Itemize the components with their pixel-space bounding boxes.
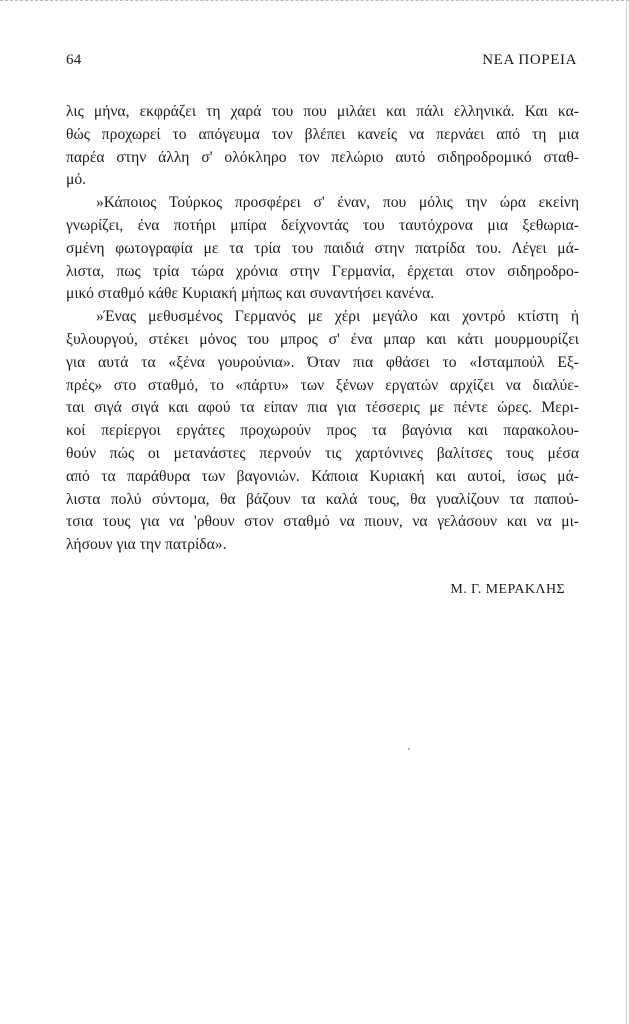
text-line: »Ένας μεθυσμένος Γερμανός με χέρι μεγάλο και χοντρό κτίστη ή	[96, 308, 579, 326]
text-line: μό.	[66, 171, 87, 189]
author-signature: Μ. Γ. ΜΕΡΑΚΛΗΣ	[450, 582, 565, 597]
paragraph-1	[66, 101, 579, 192]
text-line: από τα παράθυρα των βαγονιών. Κάποια Κυριακή και αυτοί, ίσως μά-	[66, 467, 579, 485]
text-line: παρέα στην άλλη σ' ολόκληρο τον πελώριο αυτό σιδηροδρομικό σταθ-	[66, 148, 579, 166]
article-body	[66, 101, 579, 557]
page-number: 64	[66, 52, 82, 68]
running-title: ΝΕΑ ΠΟΡΕΙΑ	[482, 52, 577, 68]
text-line: »Κάποιος Τούρκος προσφέρει σ' έναν, που μόλις την ώρα εκείνη	[96, 194, 579, 212]
paragraph-2	[66, 192, 579, 306]
text-line: τσια τους για να 'ρθουν στον σταθμό να πιουν, να γελάσουν και να μι-	[66, 513, 579, 531]
text-line: λήσουν για την πατρίδα».	[66, 536, 227, 554]
scan-edge-top	[0, 0, 629, 4]
text-line: ται σιγά σιγά και αφού τα είπαν πια για τέσσερις με πέντε ώρες. Μερι-	[66, 399, 579, 417]
text-line: θούν πώς οι μετανάστες περνούν τις χαρτόνινες βαλίτσες τους μέσα	[66, 444, 579, 462]
scan-speck	[408, 748, 410, 750]
text-line: για αυτά τα «ξένα γουρούνια». Όταν πια φθάσει το «Ισταμπούλ Εξ-	[66, 353, 579, 371]
text-line: μικό σταθμό κάθε Κυριακή μήπως και συναντήσει κανένα.	[66, 285, 435, 303]
paragraph-3	[66, 306, 579, 557]
scan-edge-right	[626, 0, 627, 1024]
text-line: λιστα, πως τρία τώρα χρόνια στην Γερμανία, έρχεται στον σιδηροδρο-	[66, 262, 579, 280]
text-line: λις μήνα, εκφράζει τη χαρά του που μιλάει και πάλι ελληνικά. Και κα-	[66, 103, 579, 120]
text-line: κοί περίεργοι εργάτες προχωρούν προς τα βαγόνια και παρακολου-	[66, 422, 579, 440]
text-line: λιστα πολύ σύντομα, θα βάζουν τα καλά τους, θα γυαλίζουν τα παπού-	[66, 490, 579, 508]
text-line: γνωρίζει, ένα ποτήρι μπίρα δείχνοντάς του ταυτόχρονα μια ξεθωρια-	[66, 216, 579, 234]
text-line: ξυλουργού, στέκει μόνος του μπρος σ' ένα μπαρ και κάτι μουρμουρίζει	[66, 330, 579, 348]
text-line: θώς προχωρεί το απόγευμα τον βλέπει κανείς να περνάει από τη μια	[66, 125, 579, 143]
page-header	[66, 52, 577, 72]
text-line: πρές» στο σταθμό, το «πάρτυ» των ξένων εργατών αρχίζει να διαλύε-	[66, 376, 579, 394]
text-line: σμένη φωτογραφία με τα τρία του παιδιά στην πατρίδα του. Λέγει μά-	[66, 239, 579, 257]
